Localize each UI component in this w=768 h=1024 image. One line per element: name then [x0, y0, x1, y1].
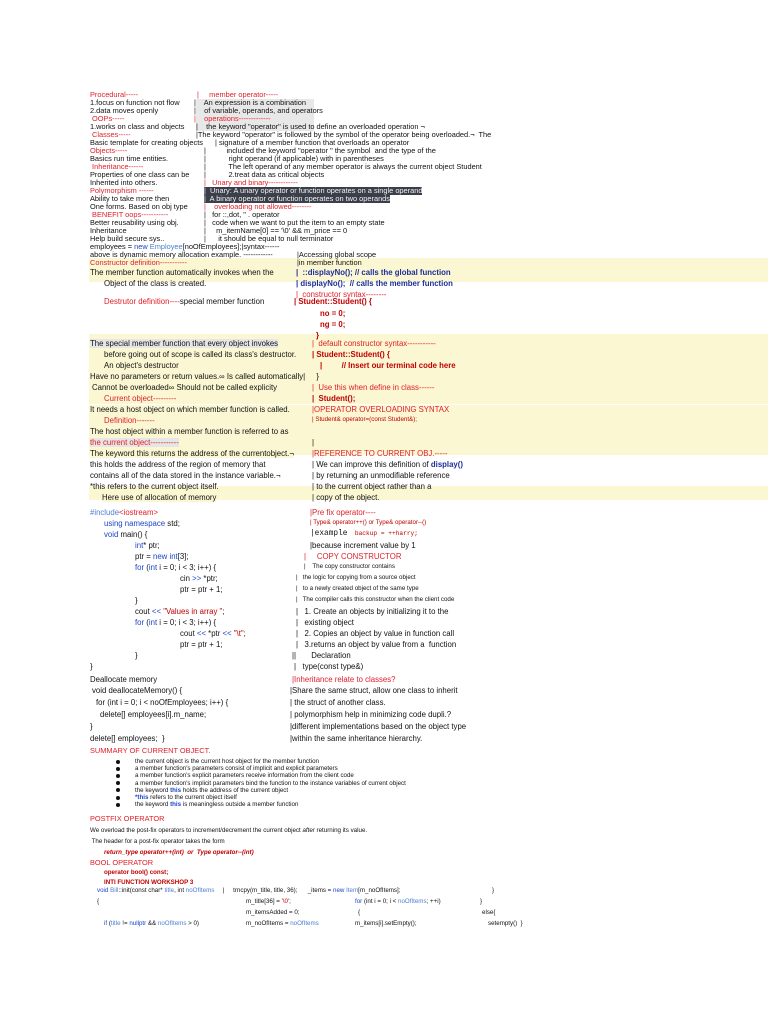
code-token: | trncpy(m_title, title, 36); _items = — [214, 887, 334, 894]
code-token: noOfItems — [398, 898, 427, 905]
notes-right-line — [312, 383, 434, 392]
dealloc-line: } — [90, 722, 93, 731]
code-token: ; — [222, 607, 225, 616]
code-token: ptr = ptr + 1; — [180, 585, 223, 594]
code-token: m_items[i].setEmpty(); — [355, 920, 417, 927]
code-token: int — [148, 618, 158, 627]
bullet-icon — [116, 803, 120, 807]
text-run: refers to the current object itself — [148, 794, 237, 801]
top-line: Inherited into others. — [90, 178, 158, 187]
bottom-code-line — [355, 920, 417, 927]
notes-right-line — [312, 493, 379, 502]
notes-right-line — [312, 339, 436, 348]
top-line: Classes----- — [90, 130, 131, 139]
inheritance-line: |Inheritance relate to classes? — [292, 675, 396, 684]
code-token: << — [151, 607, 162, 616]
summary-item — [135, 787, 288, 794]
postfix-header-note: The header for a post-fix operator takes the form — [90, 838, 225, 845]
code-token: int — [135, 541, 144, 550]
top-line: | signature of a member function that overloads an operator — [215, 138, 410, 147]
code-line — [180, 585, 222, 594]
code-note-line: | constructor syntax-------- — [296, 290, 387, 299]
code-token: noOfItems — [157, 920, 187, 927]
text-run: | // Insert our terminal code here — [320, 361, 456, 370]
notes-line: Definition------- — [104, 416, 155, 425]
notes-right-line — [312, 438, 314, 447]
code-line — [135, 563, 216, 572]
text-run: |OPERATOR OVERLOADING SYNTAX — [312, 405, 450, 414]
constructor-body-line: ng = 0; — [320, 320, 346, 329]
code-token: } — [90, 662, 93, 671]
top-line: Objects----- — [90, 146, 128, 155]
top-line: Help build secure sys.. — [90, 234, 165, 243]
code-line — [135, 541, 160, 550]
code-token: cout — [135, 607, 152, 616]
notes-line: The special member function that every object invokes — [90, 339, 279, 348]
top-line: | code when we want to put the item to an empty state — [204, 218, 385, 227]
notes-line: Cannot be overloaded∞ Should not be called explicity — [92, 383, 278, 392]
notes-right-line — [312, 394, 355, 403]
code-token: m_itemsAdded = 0; — [246, 909, 300, 916]
dealloc-line: delete[] employees[i].m_name; — [100, 710, 207, 719]
notes-right-line — [312, 372, 319, 381]
code-token: >> — [192, 574, 202, 583]
code-token: ::init(const char* — [118, 887, 165, 894]
code-note-line — [304, 563, 395, 570]
global-scope-line: |Accessing global scope — [297, 250, 377, 259]
code-note-line — [292, 651, 351, 660]
bullet-icon — [116, 796, 120, 800]
text-run: | existing object — [296, 618, 354, 627]
code-token: ( — [108, 920, 111, 927]
text-run: | The compiler calls this constructor when the client code — [296, 596, 455, 603]
definition-line: Object of the class is created. — [104, 279, 207, 288]
code-line — [135, 596, 138, 605]
code-token: } — [135, 651, 138, 660]
code-token: void — [97, 887, 111, 894]
code-note-line — [296, 629, 454, 638]
code-token: && — [146, 920, 158, 927]
code-note-line — [310, 508, 376, 517]
text-run: } — [312, 372, 319, 381]
top-line: | Unary: A unary operator or function operates on a single operand — [204, 186, 423, 195]
top-line: Basics run time entities. — [90, 154, 169, 163]
code-token: ; — [289, 898, 291, 905]
code-token: , int — [174, 887, 186, 894]
code-token: cin — [180, 574, 193, 583]
bullet-icon — [116, 788, 120, 792]
code-token: ( — [144, 618, 149, 627]
top-line: | operations------------- — [194, 114, 271, 123]
code-token: *ptr — [206, 629, 223, 638]
code-token: new int — [153, 552, 178, 561]
bottom-code-line — [246, 898, 291, 905]
code-note-line — [310, 530, 418, 539]
notes-right-line — [312, 416, 417, 423]
summary-item — [135, 794, 237, 801]
inheritance-line: | the struct of another class. — [290, 698, 386, 707]
text-run: | Type& operator++() or Type& operator--() — [310, 519, 427, 526]
top-line: | for ::,dot, " . operator — [204, 210, 280, 219]
keyword: this — [170, 801, 182, 809]
code-note-line — [296, 596, 454, 603]
text-run: | — [312, 438, 315, 447]
code-note-line — [296, 574, 416, 581]
text-run: |because increment value by 1 — [310, 541, 416, 550]
top-line: BENEFIT oops----------- — [90, 210, 169, 219]
code-note-line — [296, 607, 448, 616]
dynamic-memory-line: above is dynamic memory allocation example. ------------ — [90, 250, 273, 259]
top-line: | Unary and binary------------ — [204, 178, 298, 187]
class-name: Employee — [147, 242, 183, 251]
code-token: new — [333, 887, 347, 894]
text-run: | Use this when define in class------ — [312, 383, 435, 392]
top-line: | An expression is a combination — [194, 98, 307, 107]
text-run: |Pre fix operator---- — [310, 508, 376, 517]
notes-right-line — [320, 361, 456, 370]
code-line — [135, 651, 138, 660]
code-token: noOfItems — [185, 887, 215, 894]
text-run: |example — [310, 530, 348, 538]
notes-line: It needs a host object on which member function is called. — [90, 405, 290, 414]
top-line: | m_itemName[0] == '\0' && m_price == 0 — [204, 226, 348, 235]
notes-right-line — [312, 405, 449, 414]
text-run: returning its value. — [314, 827, 368, 834]
notes-line: Have no parameters or return values.∞ Is called automatically| — [90, 372, 306, 381]
code-token: noOfItems — [290, 920, 319, 927]
code-line — [90, 662, 93, 671]
text-run: the keyword — [135, 801, 171, 809]
postfix-description — [90, 827, 367, 834]
code-token: { — [358, 909, 361, 916]
code-token: <iostream> — [119, 508, 159, 517]
bottom-code-line — [355, 898, 441, 905]
summary-item: a member function's implicit parameters bind the function to the instance variables of current object — [135, 779, 406, 787]
bottom-code-line — [246, 920, 319, 927]
bottom-code-line — [97, 898, 99, 905]
code-token: using namespace — [104, 519, 166, 528]
postfix-signature: return_type operator++(int) or Type operator--(int) — [104, 849, 254, 856]
text-run: |REFERENCE TO CURRENT OBJ.----- — [312, 449, 448, 458]
code-token: if — [104, 920, 109, 927]
notes-line: Here use of allocation of memory — [102, 493, 217, 502]
inheritance-line: | polymorphism help in minimizing code dupli.? — [290, 710, 452, 719]
text-run: | The copy constructor contains — [304, 563, 395, 570]
code-note-line — [310, 519, 426, 526]
code-note-line: | ::displayNo(); // calls the global function — [296, 268, 451, 277]
top-line: 1.focus on function not flow — [90, 98, 180, 107]
code-token: [3]; — [177, 552, 189, 561]
code-token: ; ++i) — [426, 898, 441, 905]
text-run: the keyword — [135, 786, 171, 794]
emphasis: after — [302, 827, 315, 834]
notes-line: contains all of the data stored in the instance variable.¬ — [90, 471, 281, 480]
top-line: | it should be equal to null terminator — [204, 234, 334, 243]
bottom-code-line: } — [492, 887, 495, 894]
member-function-line: |in member function — [297, 258, 362, 267]
code-token: for — [135, 618, 145, 627]
text-run: | type(const type&) — [294, 662, 364, 671]
bool-operator-signature: operator bool() const; — [104, 869, 169, 876]
code-token: } — [135, 596, 138, 605]
summary-heading: SUMMARY OF CURRENT OBJECT. — [90, 746, 211, 755]
postfix-heading: POSTFIX OPERATOR — [90, 814, 165, 823]
top-line: | overloading not allowed-------- — [204, 202, 312, 211]
text-run: | 1. Create an objects by initializing it to the — [296, 607, 449, 616]
top-line: | right operand (if applicable) with in parentheses — [204, 154, 384, 163]
code-token: ( — [144, 563, 149, 572]
notes-right-line — [312, 471, 450, 480]
code-line — [135, 607, 225, 616]
text-run: special member function — [179, 297, 265, 306]
code-token: * ptr; — [143, 541, 160, 550]
summary-item: a member function's explicit parameters receive information from the client code — [135, 772, 354, 780]
code-note-line — [304, 552, 401, 561]
code-token: > 0) — [186, 920, 199, 927]
notes-line: the current object----------- — [90, 438, 179, 447]
text-run: | to the current object rather than a — [312, 482, 432, 491]
notes-line: The keyword this returns the address of the currentobject.¬ — [90, 449, 294, 458]
top-line: Inheritance------ — [90, 162, 144, 171]
code-token: ; — [243, 629, 246, 638]
summary-item: the current object is the current host object for the member function — [135, 758, 319, 765]
code-note-line: | displayNo(); // calls the member function — [296, 279, 453, 288]
top-line: Properties of one class can be — [90, 170, 190, 179]
dealloc-line: delete[] employees; } — [90, 734, 165, 743]
code-token: Item — [346, 887, 359, 894]
code-line — [180, 574, 218, 583]
top-line: | A binary operator or function operates on two operands — [204, 194, 390, 203]
code-note-line — [310, 541, 416, 550]
text-run: | Student& operator=(const Student&); — [312, 416, 417, 423]
code-token: Bill — [110, 887, 119, 894]
top-line: | of variable, operands, and operators — [194, 106, 323, 115]
text-run: | We can improve this definition of — [312, 460, 431, 469]
constructor-body-line: } — [316, 331, 320, 340]
code-token: << — [222, 629, 232, 638]
keyword: this — [170, 786, 182, 794]
code-token: cout — [180, 629, 197, 638]
top-line: | 2.treat data as critical objects — [204, 170, 325, 179]
text-run: | COPY CONSTRUCTOR — [304, 552, 402, 561]
example-code: backup = ++harry; — [347, 530, 418, 537]
bottom-code-line — [246, 909, 299, 916]
bottom-code-line — [97, 887, 400, 894]
text-run: | 2. Copies an object by value in function call — [296, 629, 455, 638]
top-line: |The keyword "operator" is followed by the symbol of the operator being overloaded.¬ The — [196, 130, 492, 139]
top-line: 2.data moves openly — [90, 106, 159, 115]
dealloc-line: void deallocateMemory() { — [92, 686, 183, 695]
text-run: | the logic for copying from a source object — [296, 574, 416, 581]
top-line: 1.works on class and objects — [90, 122, 185, 131]
code-line — [180, 629, 246, 638]
top-line: | the keyword "operator" is used to define an overloaded operation ¬ — [196, 122, 425, 131]
inheritance-line: |within the same inheritance hierarchy. — [290, 734, 423, 743]
code-token: ptr = ptr + 1; — [180, 640, 223, 649]
code-token: [m_noOfItems]; — [358, 887, 401, 894]
code-token: { — [97, 898, 100, 905]
keyword: new — [134, 242, 148, 251]
notes-right-line — [312, 460, 463, 469]
top-line: One forms. Based on obj type — [90, 202, 188, 211]
code-token: "\t" — [233, 629, 244, 638]
top-line: Ability to take more then — [90, 194, 170, 203]
code-line — [104, 530, 147, 539]
destructor-definition — [104, 297, 264, 306]
bottom-code-line — [358, 909, 360, 916]
notes-line: The host object within a member function is referred to as — [90, 427, 289, 436]
dealloc-line: Deallocate memory — [90, 675, 158, 684]
code-token: m_title[36] = — [246, 898, 282, 905]
code-token: #include — [90, 508, 120, 517]
code-line — [90, 508, 158, 517]
code-note-line — [294, 662, 363, 671]
definition-line: The member function automatically invokes when the — [90, 268, 274, 277]
code-token: << — [196, 629, 207, 638]
top-line: Basic template for creating objects — [90, 138, 203, 147]
code-token: *ptr; — [201, 574, 218, 583]
notes-right-line — [312, 482, 431, 491]
top-line: | The left operand of any member operator is always the current object Student — [204, 162, 482, 171]
top-line: Polymorphism ------ — [90, 186, 154, 195]
bullet-icon — [116, 774, 120, 778]
text-run: | to a newly created object of the same type — [296, 585, 419, 592]
code-token: i = 0; i < 3; i++) { — [157, 618, 217, 627]
code-line — [135, 552, 189, 561]
bullet-icon — [116, 767, 120, 771]
text-run: [noOfEmployees];|syntax------ — [182, 242, 280, 251]
code-token: main() { — [118, 530, 148, 539]
text-run: employees = — [90, 242, 135, 251]
code-token: m_noOfItems = — [246, 920, 291, 927]
inheritance-line: |different implementations based on the object type — [290, 722, 467, 731]
notes-line: before going out of scope is called its class's destructor. — [104, 350, 297, 359]
code-token: '\0' — [281, 898, 290, 905]
text-run: is meaningless outside a member function — [181, 801, 299, 809]
code-note-line — [296, 585, 419, 592]
code-token: std; — [165, 519, 180, 528]
text-run: | default constructor syntax----------- — [312, 339, 436, 348]
code-line — [104, 519, 180, 528]
code-line — [180, 640, 222, 649]
code-token: int — [148, 563, 158, 572]
text-run: | by returning an unmodifiable reference — [312, 471, 450, 480]
text-run: | Student::Student() { — [312, 350, 390, 359]
summary-item — [135, 801, 298, 808]
top-line: Inheritance — [90, 226, 127, 235]
constructor-definition-heading: Constructor definition----------- — [90, 258, 187, 267]
bullet-icon — [116, 760, 120, 764]
bottom-code-line: } — [480, 898, 483, 905]
bool-operator-heading: BOOL OPERATOR — [90, 858, 154, 867]
code-line — [135, 618, 216, 627]
function-name: display() — [430, 460, 463, 469]
dealloc-line: for (int i = 0; i < noOfEmployees; i++) { — [96, 698, 229, 707]
code-token: "Values in array " — [163, 607, 223, 616]
bottom-code-line: setempty() } — [488, 920, 523, 927]
code-token: for — [135, 563, 145, 572]
notes-line: Current object--------- — [104, 394, 177, 403]
code-token: (int i = 0; i < — [363, 898, 398, 905]
code-token: title — [110, 920, 121, 927]
bottom-code-line — [104, 920, 199, 927]
top-line: | included the keyword "operator " the symbol and the type of the — [204, 146, 436, 155]
student-constructor-signature: | Student::Student() { — [294, 297, 372, 306]
notes-line: *this refers to the current object itself. — [90, 482, 219, 491]
summary-item: a member function's parameters consist of implicit and explicit parameters — [135, 765, 338, 773]
code-note-line — [296, 618, 354, 627]
notes-line: An object's destructor — [104, 361, 179, 370]
text-run: || Declaration — [292, 651, 351, 660]
notes-line: this holds the address of the region of memory that — [90, 460, 266, 469]
keyword: *this — [135, 794, 149, 801]
top-line: Better reusability using obj. — [90, 218, 179, 227]
top-line: | member operator----- — [197, 90, 279, 99]
text-run: We overload the post-fix operators to increment/decrement the current object — [90, 827, 303, 834]
text-run: | copy of the object. — [312, 493, 380, 502]
code-token: i = 0; i < 3; i++) { — [157, 563, 217, 572]
code-token: nullptr — [129, 920, 147, 927]
code-note-line — [296, 640, 456, 649]
bullet-icon — [116, 781, 120, 785]
constructor-body-line: no = 0; — [320, 309, 346, 318]
destructor-heading: Destrutor definition---- — [104, 297, 180, 306]
text-run: holds the address of the current object — [181, 786, 289, 794]
code-token: ptr = — [135, 552, 153, 561]
top-line: OOPs----- — [90, 114, 125, 123]
code-token: title — [164, 887, 175, 894]
code-token: != — [120, 920, 130, 927]
notes-right-line — [312, 449, 447, 458]
notes-right-line — [312, 350, 390, 359]
code-token: void — [104, 530, 119, 539]
top-line: Procedural----- — [90, 90, 139, 99]
workshop-heading: INTI FUNCTION WORKSHOP 3 — [104, 879, 194, 886]
bottom-code-line: else{ — [482, 909, 496, 916]
code-token: for — [355, 898, 364, 905]
text-run: | 3.returns an object by value from a function — [296, 640, 457, 649]
text-run: | Student(); — [312, 394, 356, 403]
inheritance-line: |Share the same struct, allow one class to inherit — [290, 686, 458, 695]
